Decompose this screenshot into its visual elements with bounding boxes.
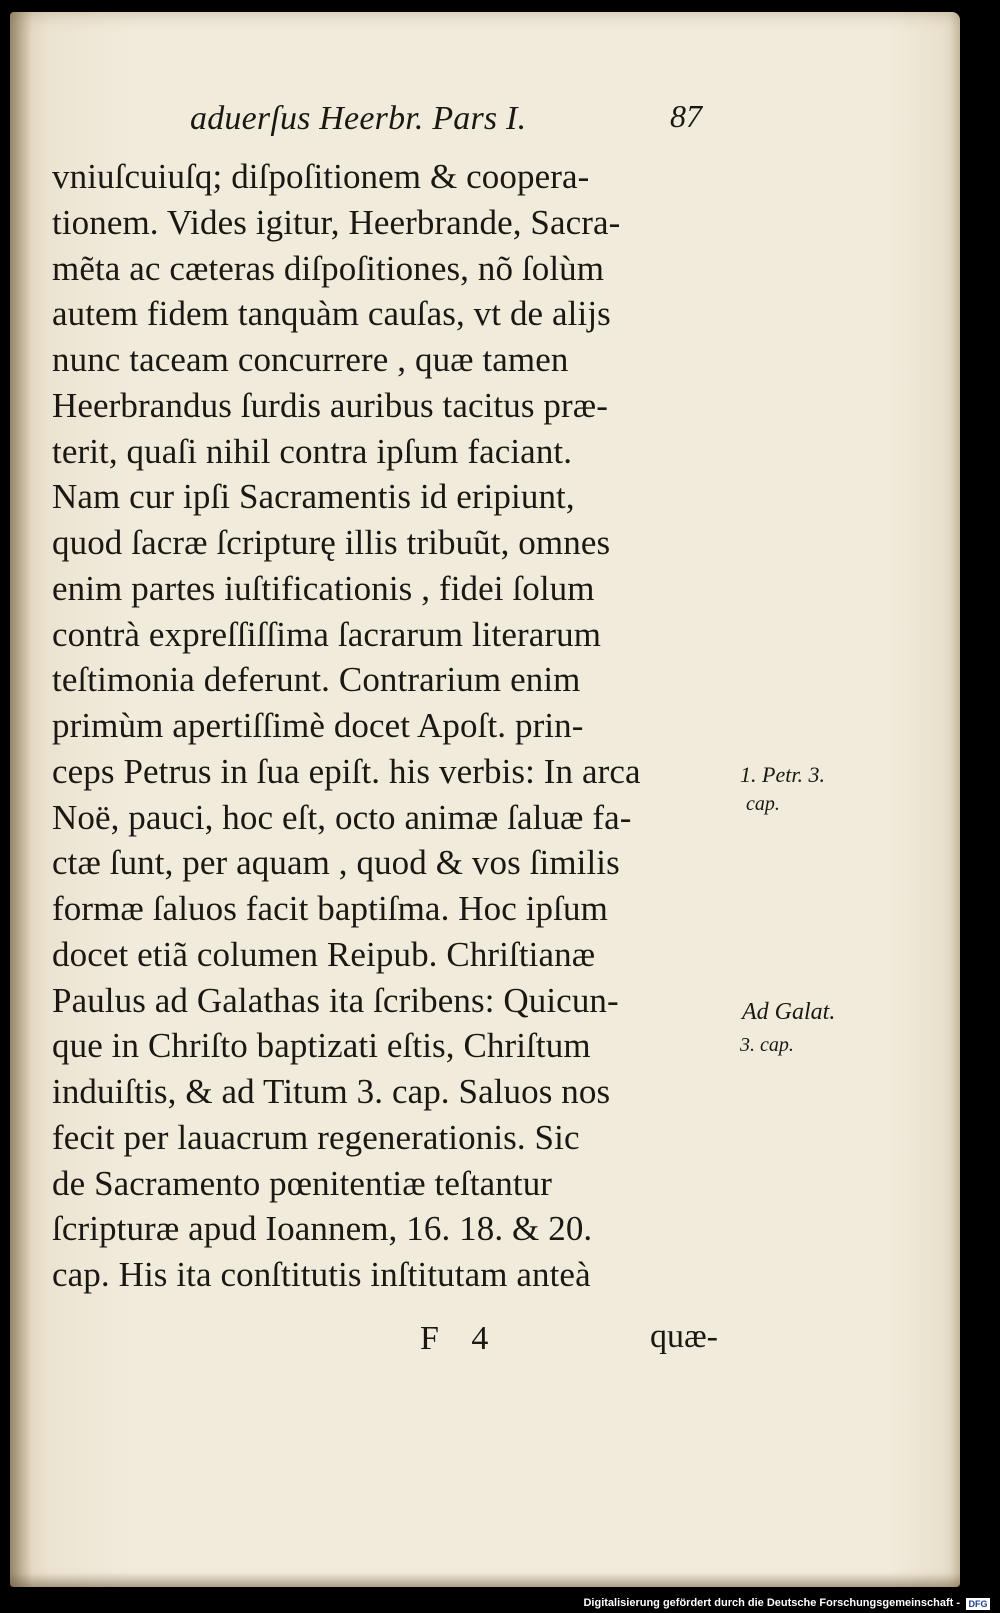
text-line: formæ ſaluos facit baptiſma. Hoc ipſum (52, 889, 608, 928)
margin-note-petr: 1. Petr. 3. (740, 762, 825, 787)
text-line: Noë, pauci, hoc eſt, octo animæ ſaluæ fa- (52, 797, 632, 837)
text-line: vniuſcuiuſq; diſpoſitionem & coopera- (52, 157, 590, 196)
text-line: cap. His ita conſtitutis inſtitutam anteà (52, 1255, 591, 1294)
text-line: ctæ ſunt, per aquam , quod & vos ſimilis (52, 843, 620, 883)
text-line: quod ſacræ ſcripturę illis tribuũt, omnes (52, 523, 611, 562)
text-line: ſcripturæ apud Ioannem, 16. 18. & 20. (52, 1209, 593, 1249)
text-line: de Sacramento pœnitentiæ teſtantur (52, 1163, 553, 1203)
text-line: mẽta ac cæteras diſpoſitiones, nõ ſolùm (52, 248, 605, 288)
running-head: aduerſus Heerbr. Pars I. (190, 100, 527, 137)
dfg-logo: DFG (966, 1598, 990, 1610)
text-line: nunc taceam concurrere , quæ tamen (52, 340, 569, 379)
catchword: quæ- (650, 1318, 718, 1355)
text-line: enim partes iuſtificationis , fidei ſolum (52, 568, 595, 608)
margin-note-galat: Ad Galat. (742, 999, 836, 1025)
text-line: terit, quaſi nihil contra ipſum faciant. (52, 431, 573, 471)
text-line: fecit per lauacrum regenerationis. Sic (52, 1117, 580, 1157)
margin-note-galat-cap: 3. cap. (740, 1034, 794, 1056)
margin-note-petr-cap: cap. (746, 793, 780, 815)
text-line: Nam cur ipſi Sacramentis id eripiunt, (52, 477, 575, 517)
bottom-edge-shadow (10, 1573, 960, 1587)
text-line: ceps Petrus in ſua epiſt. his verbis: In arca (52, 751, 641, 791)
text-line: docet etiã columen Reipub. Chriſtianæ (52, 934, 596, 974)
text-line: contrà expreſſiſſima ſacrarum literarum (52, 614, 602, 654)
digitization-credit: Digitalisierung gefördert durch die Deutsche Forschungsgemeinschaft - (583, 1597, 960, 1609)
signature-mark: F 4 (420, 1320, 501, 1357)
page-number: 87 (670, 98, 702, 134)
text-line: Heerbrandus ſurdis auribus tacitus præ- (52, 385, 608, 425)
text-line: primùm apertiſſimè docet Apoſt. prin- (52, 706, 584, 745)
gutter-shadow (10, 12, 32, 1587)
text-line: teſtimonia deferunt. Contrarium enim (52, 660, 581, 700)
body-text (52, 154, 742, 1298)
text-line: induiſtis, & ad Titum 3. cap. Saluos nos (52, 1072, 611, 1111)
text-line: autem fidem tanquàm cauſas, vt de alijs (52, 294, 611, 334)
text-line: que in Chriſto baptizati eſtis, Chriſtum (52, 1026, 591, 1066)
text-line: tionem. Vides igitur, Heerbrande, Sacra- (52, 202, 621, 242)
text-line: Paulus ad Galathas ita ſcribens: Quicun- (52, 980, 619, 1020)
